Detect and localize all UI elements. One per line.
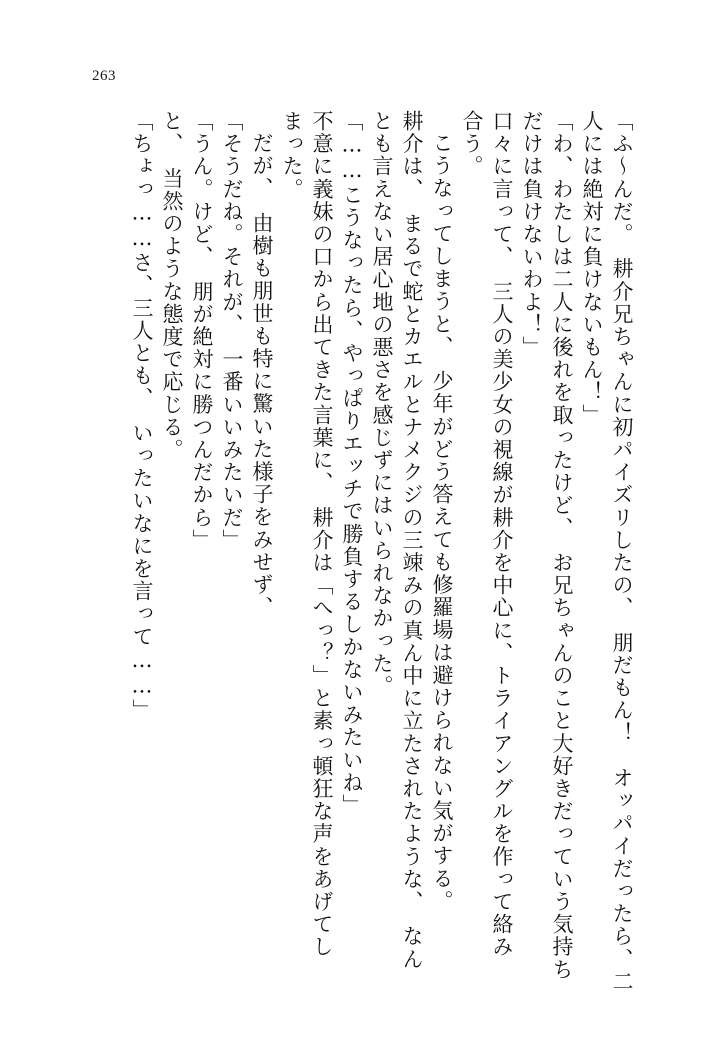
text-line: 口々に言って、 三人の美少女の視線が耕介を中心に、トライアングルを作って絡み xyxy=(490,110,514,959)
page-number: 263 xyxy=(92,68,116,84)
text-line: 「ちょっ……さ、三人とも、 いったいなにを言って……」 xyxy=(130,110,154,722)
text-line: まった。 xyxy=(280,110,304,201)
text-line: 「ふ～んだ。 耕介兄ちゃんに初パイズリしたの、 朋だもん！ オッパイだったら、二 xyxy=(610,110,634,993)
text-line: 「うん。けど、 朋が絶対に勝つんだから」 xyxy=(190,110,214,552)
vertical-text-body xyxy=(66,110,634,993)
text-line: 不意に義妹の口から出てきた言葉に、 耕介は「へっ？」と素っ頓狂な声をあげてし xyxy=(310,110,334,959)
text-line: こうなってしまうと、 少年がどう答えても修羅場は避けられない気がする。 xyxy=(430,132,454,913)
text-line: 「そうだね。それが、 一番いいみたいだ」 xyxy=(220,110,244,552)
text-line: と、 当然のような態度で応じる。 xyxy=(160,110,184,462)
text-line: 合う。 xyxy=(460,110,484,178)
text-line: だけは負けないわよ！」 xyxy=(520,110,544,359)
text-line: 「わ、わたしは二人に後れを取ったけど、 お兄ちゃんのこと大好きだっていう気持ち xyxy=(550,110,574,981)
text-line: 「……こうなったら、やっぱりエッチで勝負するしかないみたいね」 xyxy=(340,110,364,817)
text-line: とも言えない居心地の悪さを感じずにはいられなかった。 xyxy=(370,110,394,698)
text-line: だが、 由樹も朋世も特に驚いた様子をみせず、 xyxy=(250,132,274,619)
text-line: 耕介は、 まるで蛇とカエルとナメクジの三竦みの真ん中に立たされたような、 なん xyxy=(400,110,424,971)
text-line: 人には絶対に負けないもん！」 xyxy=(580,110,604,427)
